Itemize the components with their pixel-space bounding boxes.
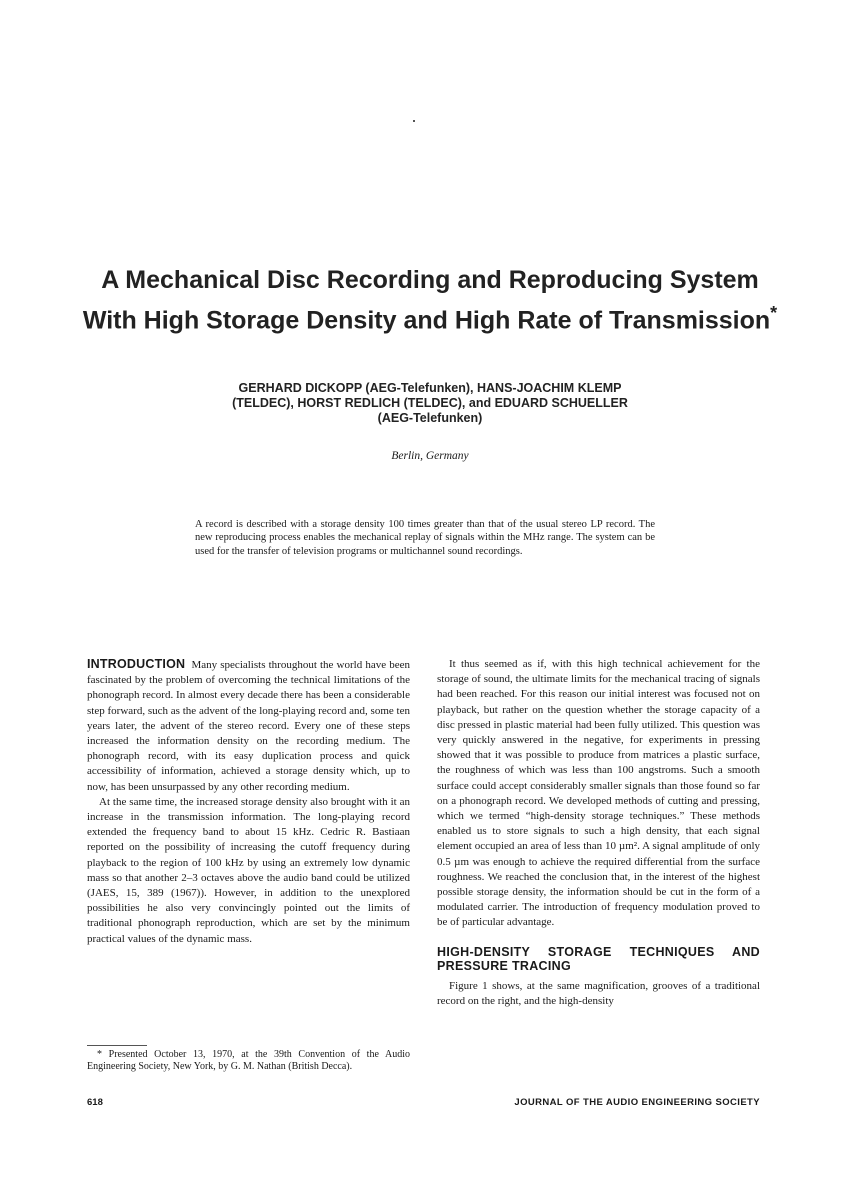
page-number: 618 (87, 1097, 103, 1108)
left-column (87, 657, 410, 947)
journal-name: JOURNAL OF THE AUDIO ENGINEERING SOCIETY (514, 1097, 760, 1108)
stray-dot (413, 120, 415, 122)
author-location: Berlin, Germany (391, 450, 469, 462)
title-line-1: A Mechanical Disc Recording and Reproducing System (101, 266, 759, 294)
right-paragraph-1: It thus seemed as if, with this high technical achievement for the storage of sound, the ultimate limits for the mechanical tracing of signals had been reached. For this reason our initial interest was focused not on playback, but rather on the question whether the storage capacity of a disc pressed in plastic material had been fully utilized. This question was very quickly answered in the negative, for experiments in pressing showed that it was possible to produce from matrices a plastic surface, the roughness of which was less than 100 angstroms. Such a smooth surface could accept considerably smaller signals than those found so far on a phonograph record. We developed methods of cutting and pressing, which we termed “high-density storage techniques.” These methods enabled us to store signals to such a high density, that each signal element occupied an area of less than 10 µm². A signal amplitude of only 0.5 µm was enough to achieve the required differential from the surface roughness. We reached the conclusion that, in the interest of the highest possible storage density, the information should be cut in the form of a modulated carrier. The introduction of frequency modulation proved to be of particular advantage. (437, 658, 760, 929)
intro-paragraph-1 (87, 657, 410, 795)
footnote: * Presented October 13, 1970, at the 39th Convention of the Audio Engineering Society, New York, by G. M. Nathan (British Decca). (87, 1049, 410, 1073)
authors-line-1: GERHARD DICKOPP (AEG-Telefunken), HANS-JOACHIM KLEMP (238, 381, 622, 395)
right-column (437, 657, 760, 1009)
title-footnote-mark: * (770, 303, 778, 323)
intro-heading: INTRODUCTION (87, 657, 186, 671)
abstract: A record is described with a storage density 100 times greater than that of the usual stereo LP record. The new reproducing process enables the mechanical replay of signals within the MHz range. The system can be used for the transfer of television programs or multichannel sound recordings. (195, 519, 655, 557)
title-line-2 (0, 297, 860, 337)
intro-paragraph-1-text: Many specialists throughout the world have been fascinated by the problem of overcoming the technical limitations of the phonograph record. In almost every decade there has been a considerable step forward, such as the advent of the long-playing record and, some ten years later, the advent of the stereo record. Every one of these steps increased the information density on the recording medium. The phonograph record, with its easy duplication process and quick accessibility of information, achieved a storage density which, up to now, has been unsurpassed by any other recording medium. (87, 659, 410, 793)
authors-line-3: (AEG-Telefunken) (377, 411, 483, 425)
paper-title (0, 264, 860, 337)
author-block (180, 381, 680, 426)
footnote-rule (87, 1045, 147, 1046)
title-line-2-text: With High Storage Density and High Rate of Transmission (82, 306, 771, 335)
section2-paragraph-1: Figure 1 shows, at the same magnification, grooves of a traditional record on the right, and the high-density (437, 979, 760, 1007)
authors-line-2: (TELDEC), HORST REDLICH (TELDEC), and EDUARD SCHUELLER (232, 396, 628, 410)
intro-paragraph-2: At the same time, the increased storage density also brought with it an increase in the transmission information. The long-playing record extended the frequency band to about 15 kHz. Cedric R. Bastiaan reported on the possibility of increasing the cutoff frequency during playback to the region of 100 kHz by using an extremely low dynamic mass so that another 2–3 octaves above the audio band could be utilized (JAES, 15, 389 (1967)). However, in addition to the unexplored possibilities he also very convincingly pointed out the limits of traditional phonograph reproduction, which are set by the minimum practical values of the dynamic mass. (87, 795, 410, 945)
section-heading-high-density: HIGH-DENSITY STORAGE TECHNIQUES AND PRESSURE TRACING (437, 944, 760, 973)
